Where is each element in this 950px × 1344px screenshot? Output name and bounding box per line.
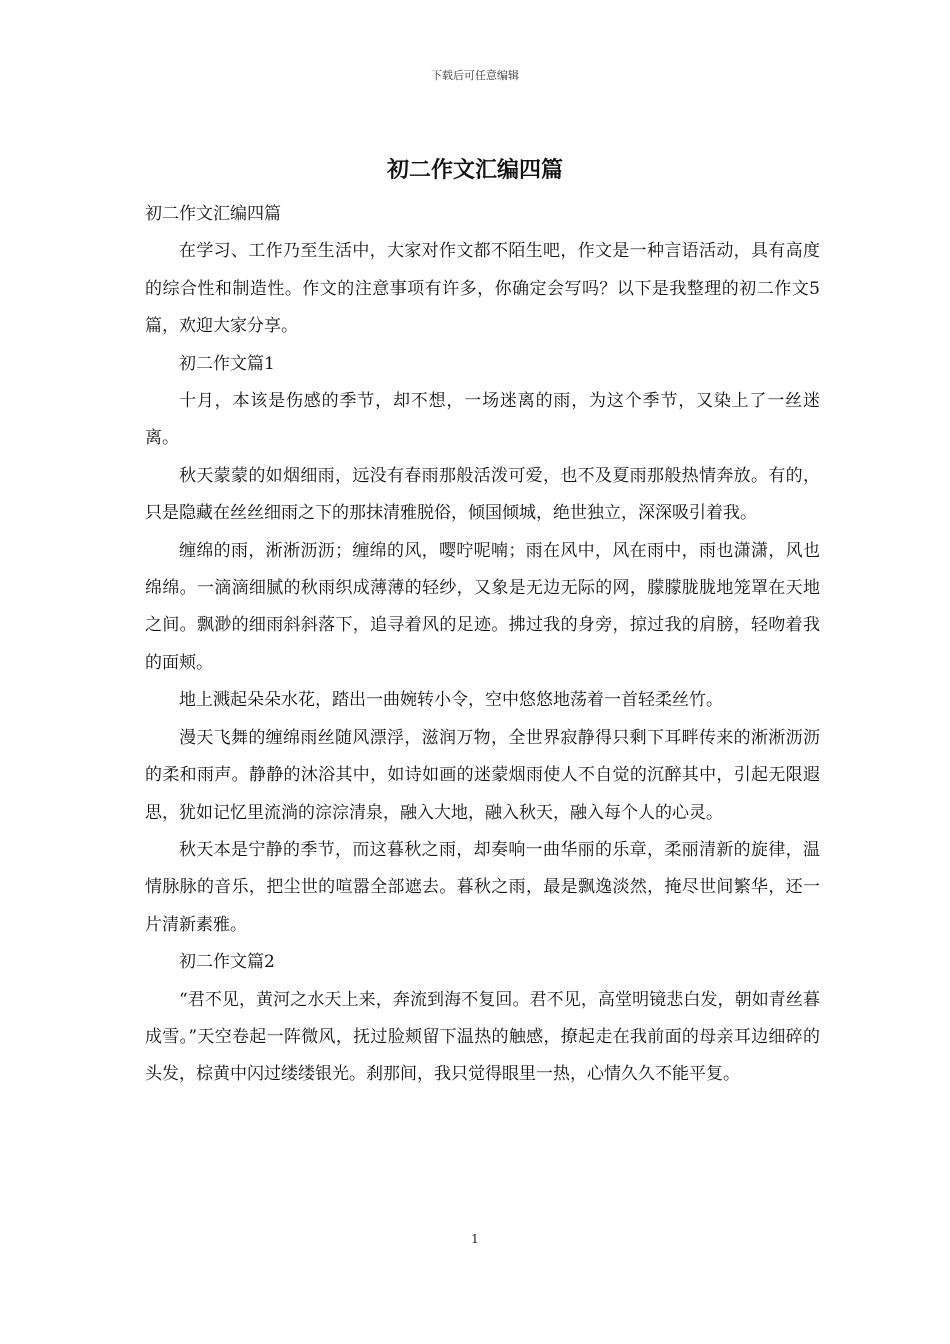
section-heading-1: 初二作文篇1 (179, 353, 275, 374)
paragraph: 秋天蒙蒙的如烟细雨，远没有春雨那般活泼可爱，也不及夏雨那般热情奔放。有的，只是隐藏在丝丝细雨之下的那抹清雅脱俗，倾国倾城，绝世独立，深深吸引着我。 (145, 465, 820, 524)
page-number: 1 (471, 1232, 479, 1246)
paragraph: 十月，本该是伤感的季节，却不想，一场迷离的雨，为这个季节，又染上了一丝迷离。 (145, 391, 820, 449)
paragraph: “君不见，黄河之水天上来，奔流到海不复回。君不见，高堂明镜悲白发，朝如青丝暮成雪。”天空卷起一阵微风，抚过脸颊留下温热的触感，撩起走在我前面的母亲耳边细碎的头发，棕黄中闪过缕缕银光。刹那间，我只觉得眼里一热，心情久久不能平复。 (145, 989, 820, 1085)
paragraph-intro: 在学习、工作乃至生活中，大家对作文都不陌生吧，作文是一种言语活动，具有高度的综合性和制造性。作文的注意事项有许多，你确定会写吗？以下是我整理的初二作文5篇，欢迎大家分享。 (145, 241, 820, 337)
paragraph: 缠绵的雨，淅淅沥沥；缠绵的风，嘤咛呢喃；雨在风中，风在雨中，雨也潇潇，风也绵绵。一滴滴细腻的秋雨织成薄薄的轻纱，又象是无边无际的网，朦朦胧胧地笼罩在天地之间。飘渺的细雨斜斜落下，追寻着风的足迹。拂过我的身旁，掠过我的肩膀，轻吻着我的面颊。 (145, 540, 820, 673)
paragraph: 秋天本是宁静的季节，而这暮秋之雨，却奏响一曲华丽的乐章，柔丽清新的旋律，温情脉脉的音乐，把尘世的喧嚣全部遮去。暮秋之雨，最是飘逸淡然，掩尽世间繁华，还一片清新素雅。 (145, 839, 820, 935)
document-title: 初二作文汇编四篇 (386, 157, 563, 183)
paragraph: 地上溅起朵朵水花，踏出一曲婉转小令，空中悠悠地荡着一首轻柔丝竹。 (179, 690, 723, 711)
paragraph: 漫天飞舞的缠绵雨丝随风漂浮，滋润万物，全世界寂静得只剩下耳畔传来的淅淅沥沥的柔和雨声。静静的沐浴其中，如诗如画的迷蒙烟雨使人不自觉的沉醉其中，引起无限遐思，犹如记忆里流淌的淙淙清泉，融入大地，融入秋天，融入每个人的心灵。 (145, 727, 820, 823)
document-body (145, 196, 820, 1094)
section-heading-2: 初二作文篇2 (179, 952, 275, 973)
document-subtitle: 初二作文汇编四篇 (145, 204, 281, 224)
header-note: 下载后可任意编辑 (431, 69, 519, 82)
